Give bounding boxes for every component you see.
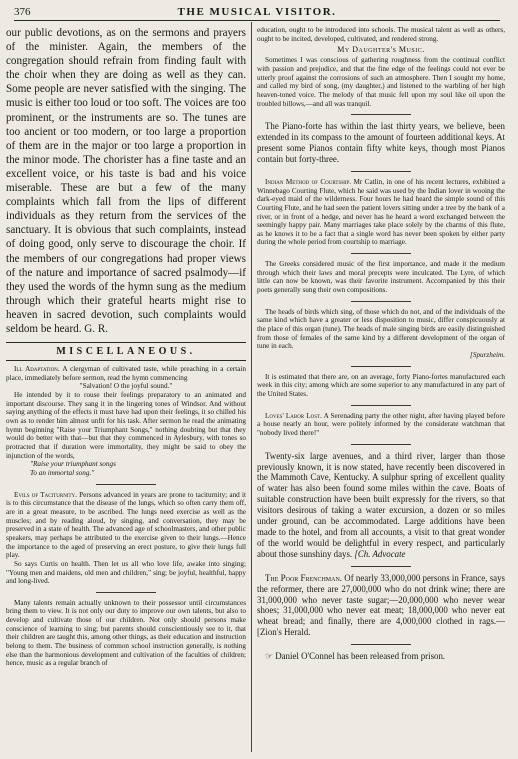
miscellaneous-section-heading bbox=[6, 342, 246, 361]
birds-article: The heads of birds which sing, of those which do not, and of the individuals of the same kind which have a greater or less disposition to music, differ conspicuously at the place of this organ (tune). The heads of male singing birds are easily distinguished from those of females of the same kind by a different development of the organ of tune in each. bbox=[257, 307, 505, 351]
separator bbox=[351, 566, 411, 567]
indian-courtship-lead: Indian Method of Courtship. bbox=[265, 177, 352, 186]
opening-paragraph bbox=[6, 26, 246, 336]
taciturnity-text-2: So says Curtis on health. Then let us all who love life, awake into singing; "Young men and maidens, old men and children," sing; be joyful, healthful, happy and long-lived. bbox=[6, 559, 246, 586]
separator bbox=[351, 171, 411, 172]
loves-labor-article bbox=[257, 412, 505, 438]
loves-labor-text: A Serenading party the other night, after having played before a house nearly an hour, were politely informed by the considerate watchman that "nobody lived there!" bbox=[257, 411, 505, 437]
mammoth-cave-signature: [Ch. Advocate bbox=[354, 548, 406, 559]
opening-text: our public devotions, as on the sermons and prayers of the minister. Again, the members of the congregation should refrain from finding fault with the choir when they are doing as well as they can. Some people are never satisfied with the singing. The music is either too loud or too soft. The voices are too prominent, or the instruments are so. The tunes are too ancient or too modern, or too large a proportion of them are in the major or too large a proportion in the minor mode. The chorister has a fine taste and an excellent voice, or his taste is bad and his voice miserable. These are but a few of the many complaints which fall from the lips of different individuals as they return from the services of the sanctuary. It is obvious that such complaints, instead of doing good, only serve to discourage the choir. If the members of our congregations had proper views of the nature and importance of sacred psalmody—if they used the words of the hymn sung as the medium through which their grateful hearts might rise to heaven in sacred devotion, such complaints would seldom be heard. bbox=[6, 27, 246, 335]
misc-rule-bottom bbox=[6, 360, 246, 361]
daughters-music-text: Sometimes I was conscious of gathering roughness from the continual conflict with passion and prejudice, and that the fine edge of the feelings could not ever be utterly proof against the corrosions of such an atmosphere. Then I sought my home, and called my bird of song, (my daughter,) and listened to the warbling of her high heaven-toned voice. The melody of that music fell upon my soul like oil upon the troubled billows,—and all was tranquil. bbox=[257, 56, 505, 108]
separator bbox=[96, 484, 156, 485]
poor-frenchman-text: Of nearly 33,000,000 persons in France, says the reformer, there are 27,000,000 who do not drink wine; there are 31,000,000 who never taste sugar;—20,000,000 who never wear shoes; 31,000,000 who never eat meat; 18,000,000 who never eat wheat bread; and finally, there are 4,000,000 clothed in rags.—[Zion's Herald. bbox=[257, 572, 505, 638]
ill-adaptation-quote: "Salvation! O the joyful sound." bbox=[79, 382, 173, 391]
miscellaneous-title: MISCELLANEOUS. bbox=[56, 346, 196, 358]
separator bbox=[351, 114, 411, 115]
taciturnity-article bbox=[6, 491, 246, 560]
ill-adaptation-lead: Ill Adaptation. bbox=[14, 365, 60, 374]
page-number: 376 bbox=[14, 6, 31, 18]
greeks-article: The Greeks considered music of the first importance, and made it the medium through which their laws and moral precepts were inculcated. The Lyre, of which little can now be known, was their favorite instrument. Accompanied by this their poets generally sung their own compositions. bbox=[257, 260, 505, 295]
ill-adaptation-verse-1: "Raise your triumphant songs bbox=[30, 460, 116, 469]
poor-frenchman-article bbox=[257, 573, 505, 638]
separator bbox=[351, 253, 411, 254]
mammoth-cave-article bbox=[257, 451, 505, 560]
journal-title: THE MUSICAL VISITOR. bbox=[177, 6, 337, 18]
page-header bbox=[14, 6, 500, 20]
opening-signature: G. R. bbox=[84, 322, 108, 335]
left-column bbox=[6, 26, 246, 750]
separator bbox=[351, 301, 411, 302]
pianos-made-article: It is estimated that there are, on an average, forty Piano-fortes manufactured each week in this city; among which are some superior to any manufactured in any part of the United States. bbox=[257, 372, 505, 398]
daughters-music-title: My Daughter's Music. bbox=[337, 45, 425, 55]
separator bbox=[351, 644, 411, 645]
oconnel-article bbox=[257, 651, 505, 662]
ill-adaptation-article bbox=[6, 365, 246, 382]
header-rule bbox=[14, 20, 500, 21]
loves-labor-lead: Loves' Labor Lost. bbox=[265, 411, 322, 420]
indian-courtship-text: Mr Catlin, in one of his recent lectures, exhibited a Winnebago Courting Flute, which he said was used by the Indian lover in wooing the dark-eyed maid of the wilderness. Four hours he had heard the simple sound of this Courting Flute, and he had seen the patient lovers sitting under a tree by the bank of a river, or in front of a hedge, and never has he heard a word exchanged between the seemingly happy pair. Many marriages take place solely by the charms of this flute, as he knows it to be a fact that a single word has never been spoken by either party during the whole period from courtship to marriage. bbox=[257, 177, 505, 247]
poor-frenchman-lead: The Poor Frenchman. bbox=[265, 572, 343, 583]
ill-adaptation-text-2: He intended by it to rouse their feelings preparatory to an animated and important discourse. They sang it in the lingering tones of Windsor. And without saying anything of the effects it must have had upon their feelings, it so chilled his own as to render him almost unfit for his task. After sermon he read the animating hymn beginning "Raise your Triumphant Songs," nothing doubting but that they would do better with that—but that they commenced in Aylesbury, with tones so protracted that if duration were immortality, they might be said to obey the injunction of the words, bbox=[6, 391, 246, 460]
birds-signature: [Spurzheim. bbox=[470, 351, 505, 360]
ill-adaptation-text-1: A clergyman of cultivated taste, while preaching in a certain place, immediately before sermon, read the hymn commencing bbox=[6, 365, 246, 382]
separator bbox=[351, 444, 411, 445]
pointing-hand-icon: ☞ bbox=[265, 651, 273, 662]
right-column bbox=[257, 26, 505, 750]
continuation-text: education, ought to be introduced into schools. The musical talent as well as others, ought to be incited, developed, cultivated, and rendered strong. bbox=[257, 26, 505, 43]
taciturnity-text-1: Persons advanced in years are prone to taciturnity; and it is to this circumstance that the disease of the lungs, which so often carry them off, are in a great measure, to be ascribed. The lungs need exercise as well as the muscles; and by reading aloud, by singing, and conversation, they may be preserved in a state of health. The advanced age of schoolmasters, and other public speakers, may perhaps be attributed to the exercise given to their lungs.—Hence the importance to the aged of preserving an erect posture, to give their lungs full play. bbox=[6, 490, 246, 560]
piano-forte-article: The Piano-forte has within the last thirty years, we believe, been extended in its compass to the amount of fourteen additional keys. At present some Pianos contain fifty white keys, though most Pianos contain but forty-three. bbox=[257, 121, 505, 164]
separator bbox=[351, 405, 411, 406]
mammoth-cave-text: Twenty-six large avenues, and a third river, larger than those previously known, it is now stated, have recently been discovered in the Mammoth Cave, Kentucky. A sulphur spring of excellent quality of water has also been found some miles within the cave. Boats of suitable construction have been built expressly for the rivers, so that visitors desirous of taking a water excursion, a dozen or so miles under ground, can be accommodated. Large additions have been made to the hotel, and from all accounts, a visit to that great wonder of the world would be delightful in every respect, and particularly about those sunshiny days. bbox=[257, 450, 505, 559]
indian-courtship-article bbox=[257, 178, 505, 247]
separator bbox=[351, 366, 411, 367]
talents-article: Many talents remain actually unknown to their possessor until circumstances bring them to view. It is not only our duty to improve our own talents, but also to develop and cultivate those of our children. Not only should persons make conscience of learning to sing; but parents should conscientiously see to it, that their children are taught this, among other things, as their education and instruction belong to them. The business of common school instruction generally, is nothing else than the harmonious development and cultivation of the faculties of children; hence, music as a regular branch of bbox=[6, 598, 246, 668]
ill-adaptation-verse-2: To an immortal song." bbox=[30, 468, 95, 477]
taciturnity-lead: Evils of Taciturnity. bbox=[14, 490, 77, 499]
oconnel-text: Daniel O'Connel has been released from prison. bbox=[275, 651, 446, 662]
separator bbox=[96, 592, 156, 593]
column-divider bbox=[251, 22, 252, 752]
